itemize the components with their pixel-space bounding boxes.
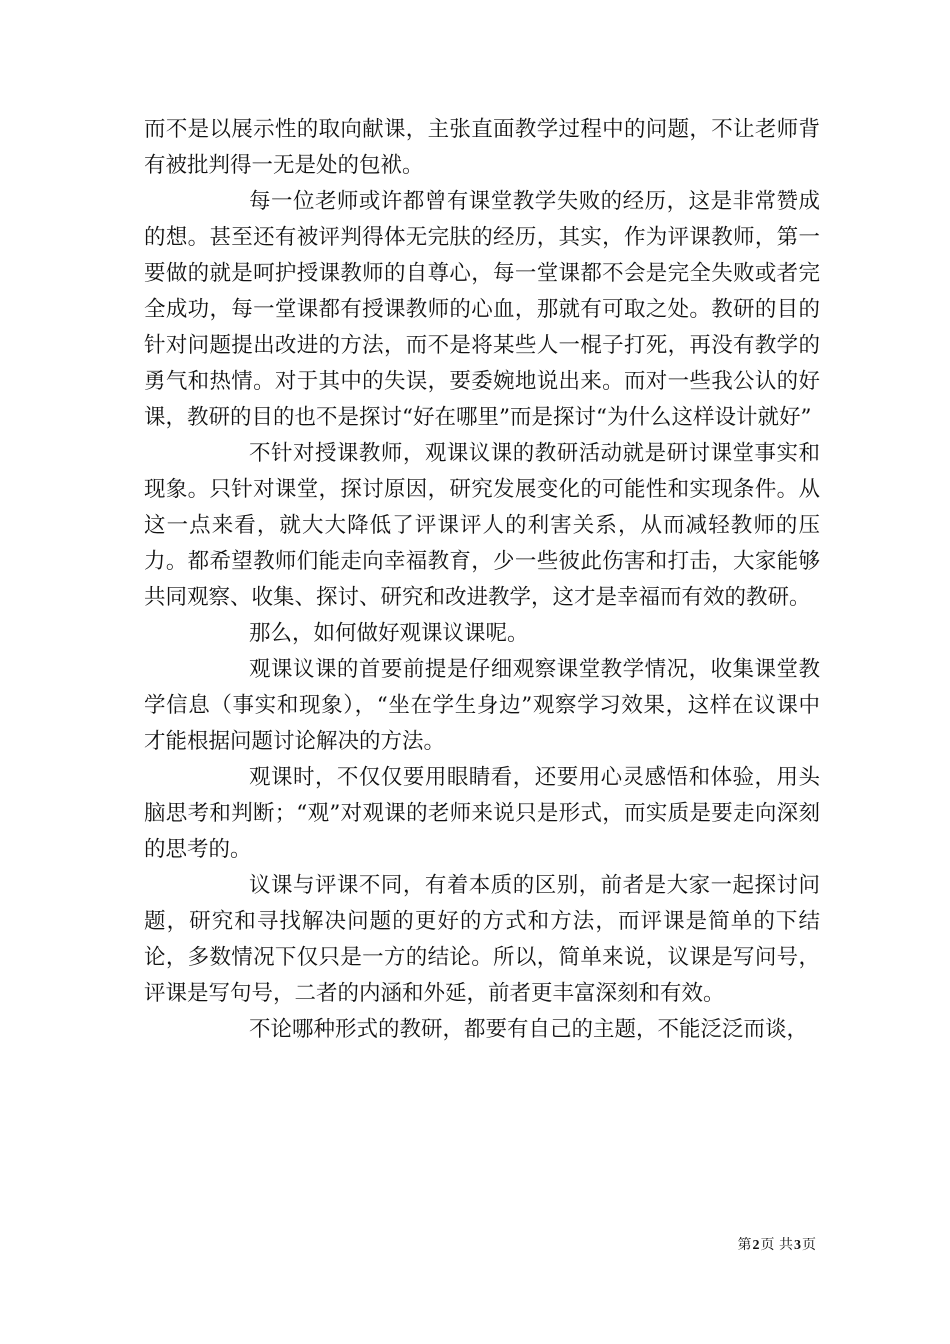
current-page-number: 2 bbox=[752, 1238, 760, 1253]
footer-suffix: 页 bbox=[802, 1237, 816, 1253]
paragraph-2: 每一位老师或许都曾有课堂教学失败的经历，这是非常赞成的想。甚至还有被评判得体无完肤的经历，其实，作为评课教师，第一要做的就是呵护授课教师的自尊心，每一堂课都不会是完全失败或者完全成功，每一堂课都有授课教师的心血，那就有可取之处。教研的目的针对问题提出改进的方法，而不是将某些人一棍子打死，再没有教学的勇气和热情。对于其中的失误，要委婉地说出来。而对一些我公认的好课，教研的目的也不是探讨“好在哪里”而是探讨“为什么这样设计就好” bbox=[144, 189, 820, 430]
paragraph-4: 那么，如何做好观课议课呢。 bbox=[249, 621, 529, 646]
document-body bbox=[144, 112, 820, 1048]
paragraph-6: 观课时，不仅仅要用眼睛看，还要用心灵感悟和体验，用头脑思考和判断；“观”对观课的老师来说只是形式，而实质是要走向深刻的思考的。 bbox=[144, 765, 820, 862]
total-page-count: 3 bbox=[794, 1238, 801, 1253]
paragraph-3: 不针对授课教师，观课议课的教研活动就是研讨课堂事实和现象。只针对课堂，探讨原因，研究发展变化的可能性和实现条件。从这一点来看，就大大降低了评课评人的利害关系，从而减轻教师的压力。都希望教师们能走向幸福教育，少一些彼此伤害和打击，大家能够共同观察、收集、探讨、研究和改进教学，这才是幸福而有效的教研。 bbox=[144, 441, 820, 610]
paragraph-8: 不论哪种形式的教研，都要有自己的主题，不能泛泛而谈， bbox=[249, 1017, 809, 1042]
footer-middle: 页 共 bbox=[760, 1237, 793, 1253]
paragraph-1: 而不是以展示性的取向献课，主张直面教学过程中的问题，不让老师背有被批判得一无是处的包袱。 bbox=[144, 117, 820, 178]
paragraph-7: 议课与评课不同，有着本质的区别，前者是大家一起探讨问题，研究和寻找解决问题的更好的方式和方法，而评课是简单的下结论，多数情况下仅只是一方的结论。所以，简单来说，议课是写问号，评课是写句号，二者的内涵和外延，前者更丰富深刻和有效。 bbox=[144, 873, 820, 1006]
page-number-footer bbox=[676, 1236, 816, 1255]
footer-prefix: 第 bbox=[737, 1237, 752, 1253]
paragraph-5: 观课议课的首要前提是仔细观察课堂教学情况，收集课堂教学信息（事实和现象），“坐在学生身边”观察学习效果，这样在议课中才能根据问题讨论解决的方法。 bbox=[144, 657, 820, 754]
